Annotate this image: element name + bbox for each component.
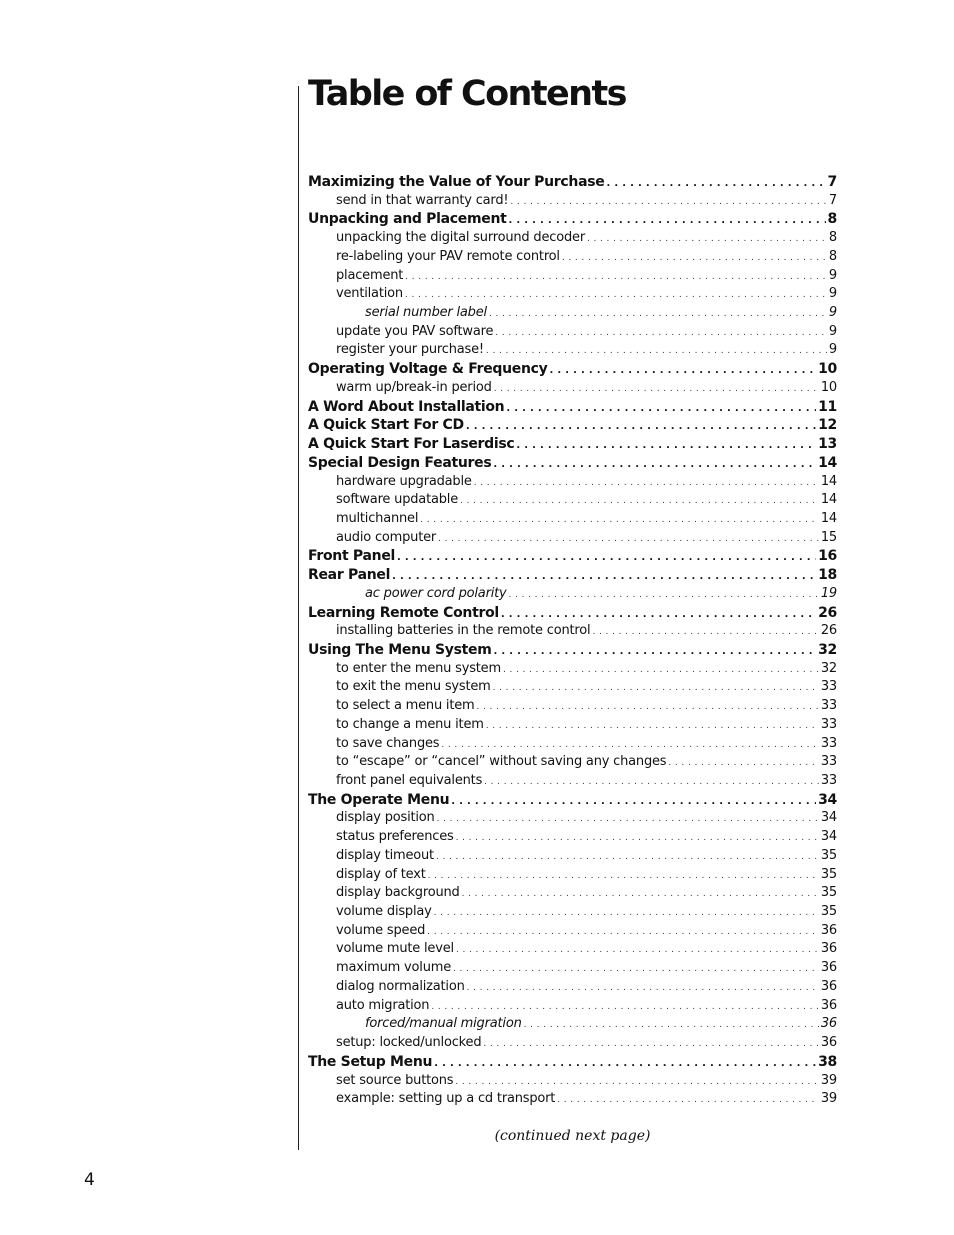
toc-entry-page: 33: [820, 735, 837, 751]
toc-entry-label: display of text: [336, 866, 426, 882]
dot-leader: [460, 496, 819, 506]
dot-leader: [509, 590, 819, 600]
dot-leader: [455, 1077, 818, 1087]
dot-leader: [456, 945, 819, 955]
toc-section[interactable]: [308, 567, 837, 586]
toc-entry-page: 32: [818, 641, 837, 658]
toc-entry-page: 36: [820, 941, 837, 957]
toc-section[interactable]: [308, 436, 837, 455]
toc-subsection[interactable]: [308, 286, 837, 305]
toc-entry-label: Learning Remote Control: [308, 604, 499, 621]
toc-entry-label: Using The Menu System: [308, 641, 492, 658]
dot-leader: [437, 814, 819, 824]
toc-entry-page: 36: [820, 922, 837, 938]
dot-leader: [434, 1058, 816, 1069]
toc-entry-label: volume mute level: [336, 941, 454, 957]
toc-section[interactable]: [308, 361, 837, 380]
toc-subsection[interactable]: [308, 1091, 837, 1110]
toc-entry-label: installing batteries in the remote control: [336, 623, 591, 639]
toc-entry-label: display timeout: [336, 847, 434, 863]
toc-section[interactable]: [308, 605, 837, 624]
toc-section[interactable]: [308, 399, 837, 418]
toc-entry-page: 9: [828, 267, 837, 283]
dot-leader: [486, 721, 819, 731]
toc-entry-page: 8: [828, 230, 837, 246]
toc-subsection[interactable]: [308, 979, 837, 998]
toc-entry-label: auto migration: [336, 997, 430, 1013]
dot-leader: [466, 421, 816, 432]
toc-entry-label: serial number label: [365, 305, 487, 321]
toc-entry-label: volume speed: [336, 922, 426, 938]
page-number: 4: [84, 1170, 95, 1190]
toc-subsection[interactable]: [308, 193, 837, 212]
dot-leader: [462, 889, 819, 899]
toc-entry-page: 8: [828, 248, 837, 264]
toc-subsection[interactable]: [308, 717, 837, 736]
toc-subsection[interactable]: [308, 511, 837, 530]
dot-leader: [495, 328, 827, 338]
page-title: Table of Contents: [308, 74, 626, 114]
dot-leader: [549, 365, 816, 376]
dot-leader: [494, 384, 819, 394]
toc-entry-label: to change a menu item: [336, 716, 484, 732]
toc-entry-label: set source buttons: [336, 1072, 454, 1088]
toc-entry-label: Front Panel: [308, 548, 396, 565]
toc-entry-label: display position: [336, 810, 435, 826]
toc-subsection[interactable]: [308, 848, 837, 867]
toc-entry-page: 18: [818, 567, 837, 584]
toc-entry-page: 26: [818, 604, 837, 621]
toc-subsection[interactable]: [308, 754, 837, 773]
dot-leader: [510, 197, 827, 207]
toc-subsection[interactable]: [308, 960, 837, 979]
toc-subsection[interactable]: [308, 661, 837, 680]
toc-subsection[interactable]: [308, 679, 837, 698]
toc-entry-label: The Setup Menu: [308, 1053, 433, 1070]
toc-entry-label: unpacking the digital surround decoder: [336, 230, 585, 246]
toc-entry-page: 39: [820, 1072, 837, 1088]
toc-entry-label: multichannel: [336, 510, 419, 526]
toc-subsection[interactable]: [308, 698, 837, 717]
toc-entry-page: 33: [820, 679, 837, 695]
toc-entry-label: front panel equivalents: [336, 773, 483, 788]
toc-entry-label: to select a menu item: [336, 698, 475, 714]
toc-entry-label: placement: [336, 267, 404, 283]
dot-leader: [606, 178, 825, 189]
toc-entry-page: 14: [820, 510, 837, 526]
toc-entry-page: 16: [818, 548, 837, 565]
toc-entry-label: forced/manual migration: [365, 1016, 522, 1032]
toc-entry-page: 36: [820, 1016, 837, 1032]
dot-leader: [476, 702, 818, 712]
dot-leader: [484, 777, 819, 787]
dot-leader: [587, 234, 827, 244]
toc-entry-label: Rear Panel: [308, 567, 391, 584]
toc-entry-label: maximum volume: [336, 960, 451, 976]
toc-subsection[interactable]: [308, 923, 837, 942]
toc-entry-page: 33: [820, 773, 837, 788]
toc-section[interactable]: [308, 792, 837, 811]
dot-leader: [397, 552, 816, 563]
toc-subsection[interactable]: [308, 342, 837, 361]
dot-leader: [493, 459, 816, 470]
toc-section[interactable]: [308, 1054, 837, 1073]
toc-subsection[interactable]: [308, 268, 837, 287]
toc-entry-page: 35: [820, 904, 837, 920]
toc-entry-label: register your purchase!: [336, 342, 484, 358]
toc-subsubsection[interactable]: [308, 305, 837, 324]
toc-section[interactable]: [308, 174, 837, 193]
toc-entry-label: software updatable: [336, 492, 458, 508]
toc-entry-page: 39: [820, 1091, 837, 1107]
toc-entry-label: status preferences: [336, 829, 454, 845]
dot-leader: [405, 290, 827, 300]
toc-entry-label: The Operate Menu: [308, 791, 450, 808]
dot-leader: [428, 871, 819, 881]
toc-subsection[interactable]: [308, 530, 837, 549]
toc-entry-page: 36: [820, 997, 837, 1013]
toc-entry-label: to save changes: [336, 735, 440, 751]
toc-subsection[interactable]: [308, 773, 837, 792]
toc-subsection[interactable]: [308, 474, 837, 493]
toc-subsection[interactable]: [308, 810, 837, 829]
toc-subsection[interactable]: [308, 885, 837, 904]
toc-entry-page: 15: [820, 529, 837, 545]
toc-entry-page: 9: [828, 286, 837, 302]
dot-leader: [516, 440, 816, 451]
dot-leader: [494, 646, 817, 657]
dot-leader: [467, 983, 819, 993]
toc-entry-page: 34: [820, 829, 837, 845]
toc-entry-page: 10: [820, 379, 837, 395]
toc-entry-page: 38: [818, 1053, 837, 1070]
toc-entry-page: 7: [828, 192, 837, 208]
toc-subsection[interactable]: [308, 941, 837, 960]
toc-entry-page: 9: [828, 342, 837, 358]
toc-entry-page: 35: [820, 866, 837, 882]
dot-leader: [562, 253, 827, 263]
toc-entry-label: to “escape” or “cancel” without saving any changes: [336, 754, 667, 770]
toc-subsection[interactable]: [308, 324, 837, 343]
toc-entry-label: ac power cord polarity: [365, 585, 507, 601]
toc-subsection[interactable]: [308, 867, 837, 886]
toc-entry-label: Operating Voltage & Frequency: [308, 361, 548, 378]
toc-subsection[interactable]: [308, 736, 837, 755]
dot-leader: [501, 609, 816, 620]
toc-entry-label: A Word About Installation: [308, 398, 505, 415]
toc-entry-label: dialog normalization: [336, 978, 465, 994]
toc-subsection[interactable]: [308, 998, 837, 1017]
dot-leader: [453, 964, 819, 974]
toc-entry-label: Special Design Features: [308, 454, 492, 471]
dot-leader: [434, 908, 819, 918]
toc-entry-label: Unpacking and Placement: [308, 211, 507, 228]
toc-subsection[interactable]: [308, 904, 837, 923]
toc-entry-page: 14: [818, 454, 837, 471]
toc-section[interactable]: [308, 211, 837, 230]
dot-leader: [392, 571, 816, 582]
toc-entry-page: 13: [818, 436, 837, 453]
dot-leader: [557, 1095, 819, 1105]
toc-subsection[interactable]: [308, 249, 837, 268]
toc-entry-page: 33: [820, 716, 837, 732]
dot-leader: [456, 833, 819, 843]
toc-entry-page: 34: [818, 791, 837, 808]
dot-leader: [509, 215, 826, 226]
toc-entry-label: warm up/break-in period: [336, 379, 492, 395]
toc-entry-page: 35: [820, 885, 837, 901]
toc-entry-label: ventilation: [336, 286, 403, 302]
toc-entry-label: re-labeling your PAV remote control: [336, 248, 560, 264]
toc-entry-page: 7: [827, 174, 837, 190]
toc-entry-page: 19: [820, 585, 837, 601]
toc-entry-page: 36: [820, 978, 837, 994]
toc-entry-label: send in that warranty card!: [336, 192, 509, 208]
dot-leader: [420, 515, 819, 525]
toc-section[interactable]: [308, 642, 837, 661]
toc-entry-page: 11: [818, 398, 837, 415]
toc-entry-label: setup: locked/unlocked: [336, 1035, 482, 1051]
toc-entry-label: audio computer: [336, 529, 437, 545]
dot-leader: [483, 1039, 818, 1049]
toc-section[interactable]: [308, 455, 837, 474]
toc-subsection[interactable]: [308, 230, 837, 249]
toc-entry-label: volume display: [336, 904, 432, 920]
toc-subsection[interactable]: [308, 380, 837, 399]
toc-entry-label: to enter the menu system: [336, 660, 501, 676]
dot-leader: [592, 627, 818, 637]
toc-section[interactable]: [308, 417, 837, 436]
toc-entry-page: 9: [828, 323, 837, 339]
toc-subsubsection[interactable]: [308, 586, 837, 605]
dot-leader: [427, 927, 819, 937]
toc-entry-label: to exit the menu system: [336, 679, 491, 695]
dot-leader: [436, 852, 819, 862]
toc-entry-label: A Quick Start For CD: [308, 417, 464, 434]
dot-leader: [668, 758, 818, 768]
toc-entry-page: 8: [827, 211, 837, 228]
toc-entry-page: 14: [820, 492, 837, 508]
toc-subsection[interactable]: [308, 829, 837, 848]
toc-entry-label: Maximizing the Value of Your Purchase: [308, 174, 605, 190]
toc-entry-page: 12: [818, 417, 837, 434]
toc-entry-page: 14: [820, 473, 837, 489]
toc-subsubsection[interactable]: [308, 1016, 837, 1035]
dot-leader: [506, 403, 816, 414]
toc-entry-page: 26: [820, 623, 837, 639]
toc-entry-page: 10: [818, 361, 837, 378]
dot-leader: [524, 1020, 819, 1030]
toc-subsection[interactable]: [308, 1035, 837, 1054]
toc-entry-label: hardware upgradable: [336, 473, 472, 489]
dot-leader: [431, 1002, 819, 1012]
toc-entry-page: 33: [820, 754, 837, 770]
dot-leader: [493, 683, 819, 693]
toc-entry-page: 9: [828, 305, 837, 321]
toc-entry-page: 36: [820, 1035, 837, 1051]
table-of-contents: [308, 174, 837, 1110]
toc-entry-page: 33: [820, 698, 837, 714]
dot-leader: [489, 309, 827, 319]
dot-leader: [438, 534, 819, 544]
toc-entry-page: 32: [820, 660, 837, 676]
dot-leader: [405, 272, 827, 282]
toc-entry-label: example: setting up a cd transport: [336, 1091, 556, 1107]
dot-leader: [486, 346, 827, 356]
dot-leader: [441, 740, 818, 750]
continued-note: (continued next page): [494, 1128, 651, 1144]
toc-entry-page: 34: [820, 810, 837, 826]
dot-leader: [451, 796, 816, 807]
toc-subsection[interactable]: [308, 623, 837, 642]
vertical-rule: [298, 86, 299, 1150]
dot-leader: [474, 478, 819, 488]
toc-section[interactable]: [308, 548, 837, 567]
toc-subsection[interactable]: [308, 1073, 837, 1092]
toc-entry-label: update you PAV software: [336, 323, 494, 339]
toc-entry-label: display background: [336, 885, 460, 901]
toc-subsection[interactable]: [308, 492, 837, 511]
toc-entry-label: A Quick Start For Laserdisc: [308, 436, 515, 453]
toc-entry-page: 35: [820, 847, 837, 863]
dot-leader: [503, 665, 819, 675]
toc-entry-page: 36: [820, 960, 837, 976]
